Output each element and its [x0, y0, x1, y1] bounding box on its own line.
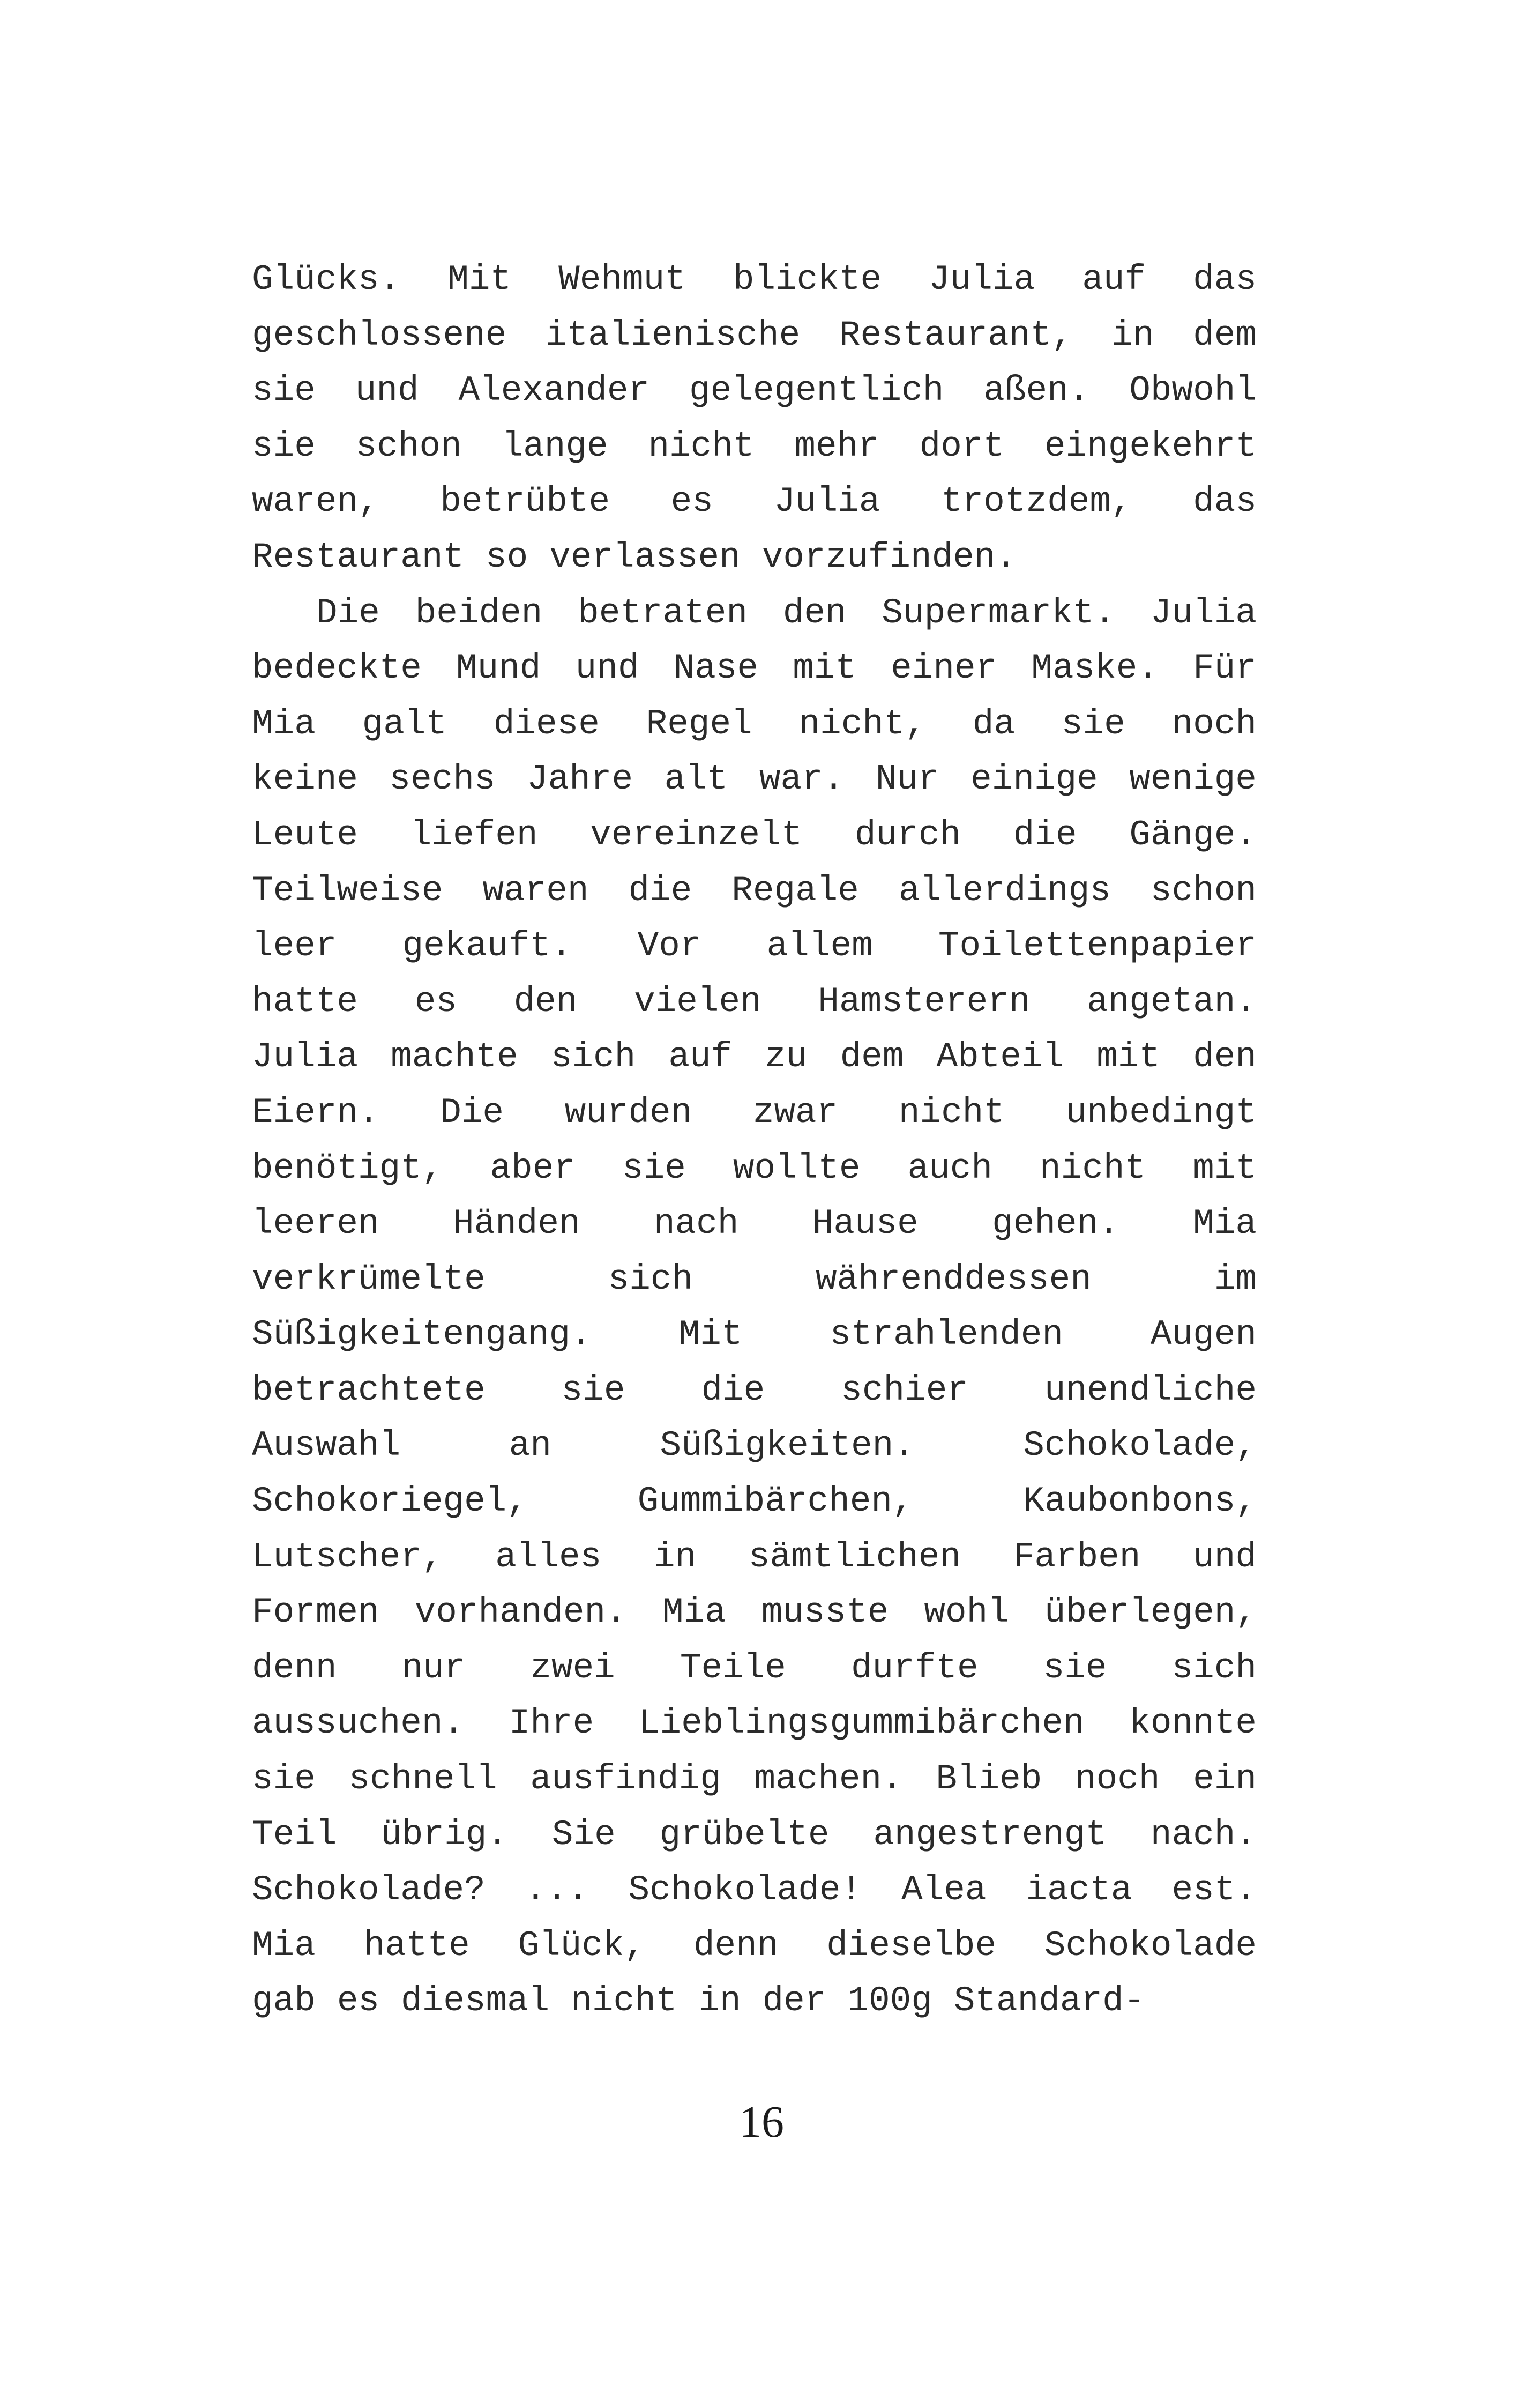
text-line: hatte es den vielen Hamsterern angetan. [252, 981, 1257, 1022]
text-line: Süßigkeitengang. Mit strahlenden Augen [252, 1314, 1257, 1355]
text-line: sie schon lange nicht mehr dort eingekehrt [252, 426, 1257, 466]
text-line: sie schnell ausfindig machen. Blieb noch ein [252, 1759, 1257, 1800]
text-line: leeren Händen nach Hause gehen. Mia [252, 1203, 1257, 1244]
text-line: Teil übrig. Sie grübelte angestrengt nach. [252, 1814, 1257, 1855]
text-line: sie und Alexander gelegentlich aßen. Obwohl [252, 370, 1257, 411]
text-line: Leute liefen vereinzelt durch die Gänge. [252, 814, 1257, 855]
text-line: Lutscher, alles in sämtlichen Farben und [252, 1536, 1257, 1577]
text-line: geschlossene italienische Restaurant, in dem [252, 315, 1257, 355]
page-number: 16 [739, 2097, 784, 2147]
text-line: Restaurant so verlassen vorzufinden. [252, 537, 1017, 577]
text-line: Eiern. Die wurden zwar nicht unbedingt [252, 1092, 1257, 1133]
text-line: Schokoriegel, Gummibärchen, Kaubonbons, [252, 1481, 1257, 1522]
body-text [252, 252, 1257, 2029]
text-line: Schokolade? ... Schokolade! Alea iacta est. [252, 1870, 1257, 1911]
text-line: betrachtete sie die schier unendliche [252, 1370, 1257, 1410]
text-line: Julia machte sich auf zu dem Abteil mit den [252, 1037, 1257, 1077]
text-line: Mia galt diese Regel nicht, da sie noch [252, 703, 1257, 744]
text-line: leer gekauft. Vor allem Toilettenpapier [252, 926, 1257, 967]
text-line: Teilweise waren die Regale allerdings schon [252, 870, 1257, 911]
text-line: waren, betrübte es Julia trotzdem, das [252, 481, 1257, 522]
text-line: keine sechs Jahre alt war. Nur einige wenige [252, 759, 1257, 800]
text-line: gab es diesmal nicht in der 100g Standard- [252, 1981, 1145, 2021]
text-line: Formen vorhanden. Mia musste wohl überlegen, [252, 1592, 1257, 1633]
text-line: Glücks. Mit Wehmut blickte Julia auf das [252, 259, 1257, 300]
text-line: Auswahl an Süßigkeiten. Schokolade, [252, 1425, 1257, 1466]
text-line: bedeckte Mund und Nase mit einer Maske. Für [252, 648, 1257, 689]
text-line: Mia hatte Glück, denn dieselbe Schokolade [252, 1925, 1257, 1966]
text-line: verkrümelte sich währenddessen im [252, 1259, 1257, 1299]
text-line: denn nur zwei Teile durfte sie sich [252, 1647, 1257, 1688]
text-line: Die beiden betraten den Supermarkt. Julia [316, 592, 1257, 633]
text-line: benötigt, aber sie wollte auch nicht mit [252, 1148, 1257, 1188]
text-line: aussuchen. Ihre Lieblingsgummibärchen konnte [252, 1703, 1257, 1744]
